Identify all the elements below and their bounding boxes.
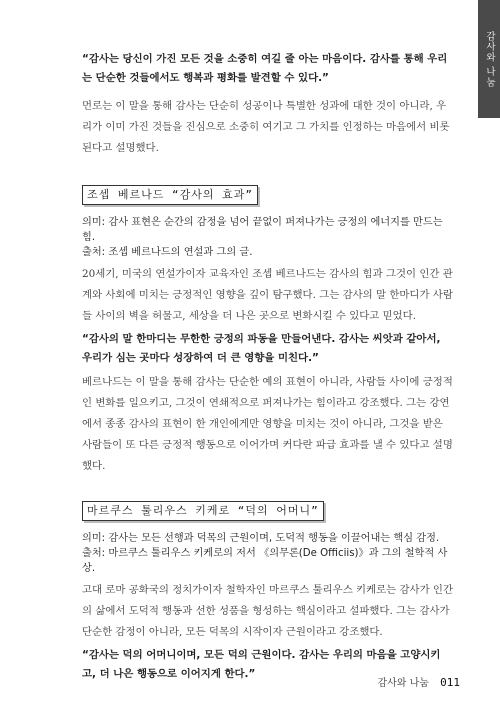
section-heading-cicero: 마르쿠스 툴리우스 키케로 “덕의 어머니” — [82, 501, 324, 521]
paragraph-cicero: 고대 로마 공화국의 정치가이자 철학자인 마르쿠스 툴리우스 키케로는 감사가 인간의 삶에서 도덕적 행동과 선한 성품을 형성하는 핵심이라고 설파했다. 그는 감사가 단순한 감정이 아니라, 모든 덕목의 시작이자 근원이라고 강조했다. — [82, 584, 453, 638]
meaning-cicero: 의미: 감사는 모든 선행과 덕목의 근원이며, 도덕적 행동을 이끌어내는 핵심 감정. — [82, 533, 440, 544]
page-content — [82, 50, 454, 684]
quote-cicero: “감사는 덕의 어머니이며, 모든 덕의 근원이다. 감사는 우리의 마음을 고양시키고, 더 나은 행동으로 이어지게 한다.” — [82, 649, 441, 680]
page-footer — [377, 674, 460, 689]
page-number: 011 — [440, 676, 460, 689]
paragraph-monroe: 먼로는 이 말을 통해 감사는 단순히 성공이나 특별한 성과에 대한 것이 아니라, 우리가 이미 가진 것들을 진심으로 소중히 여기고 그 가치를 인정하는 마음에서 비롯된다고 설명했다. — [82, 100, 450, 154]
paragraph-bernard-intro: 20세기, 미국의 연설가이자 교육자인 조셉 베르나드는 감사의 힘과 그것이 인간 관계와 사회에 미치는 긍정적인 영향을 깊이 탐구했다. 그는 감사의 말 한마디가 사람들 사이의 벽을 허물고, 세상을 더 나은 곳으로 변화시킬 수 있다고 믿었다. — [82, 268, 453, 322]
chapter-side-tab — [478, 0, 500, 118]
chapter-side-tab-label: 감사와 나눔 — [484, 30, 495, 88]
section-heading-bernard-wrap — [82, 183, 454, 205]
paragraph-bernard-explanation: 베르나드는 이 말을 통해 감사는 단순한 예의 표현이 아니라, 사람들 사이에 긍정적인 변화를 일으키고, 그것이 연쇄적으로 퍼져나가는 힘이라고 강조했다. 그는 강연에서 종종 감사의 표현이 한 개인에게만 영향을 미치는 것이 아니라, 그것을 받은 사람들이 또 다른 긍정적 행동으로 이어가며 커다란 파급 효과를 낼 수 있다고 설명했다. — [82, 376, 453, 472]
section-heading-bernard: 조셉 베르나드 “감사의 효과” — [82, 185, 258, 205]
source-bernard: 출처: 조셉 베르나드의 연설과 그의 글. — [82, 247, 253, 258]
footer-title: 감사와 나눔 — [377, 678, 429, 689]
section-heading-cicero-wrap — [82, 499, 454, 521]
source-cicero: 출처: 마르쿠스 툴리우스 키케로의 저서 《의무론(De Officiis)》과 그의 철학적 사상. — [82, 548, 448, 574]
quote-bernard: “감사의 말 한마디는 무한한 긍정의 파동을 만들어낸다. 감사는 씨앗과 같아서, 우리가 심는 곳마다 성장하여 더 큰 영향을 미친다.” — [82, 333, 441, 364]
meaning-bernard: 의미: 감사 표현은 순간의 감정을 넘어 끝없이 퍼져나가는 긍정의 에너지를 만드는 힘. — [82, 217, 443, 243]
quote-monroe: “감사는 당신이 가진 모든 것을 소중히 여길 줄 아는 마음이다. 감사를 통해 우리는 단순한 것들에서도 행복과 평화를 발견할 수 있다.” — [82, 53, 448, 84]
